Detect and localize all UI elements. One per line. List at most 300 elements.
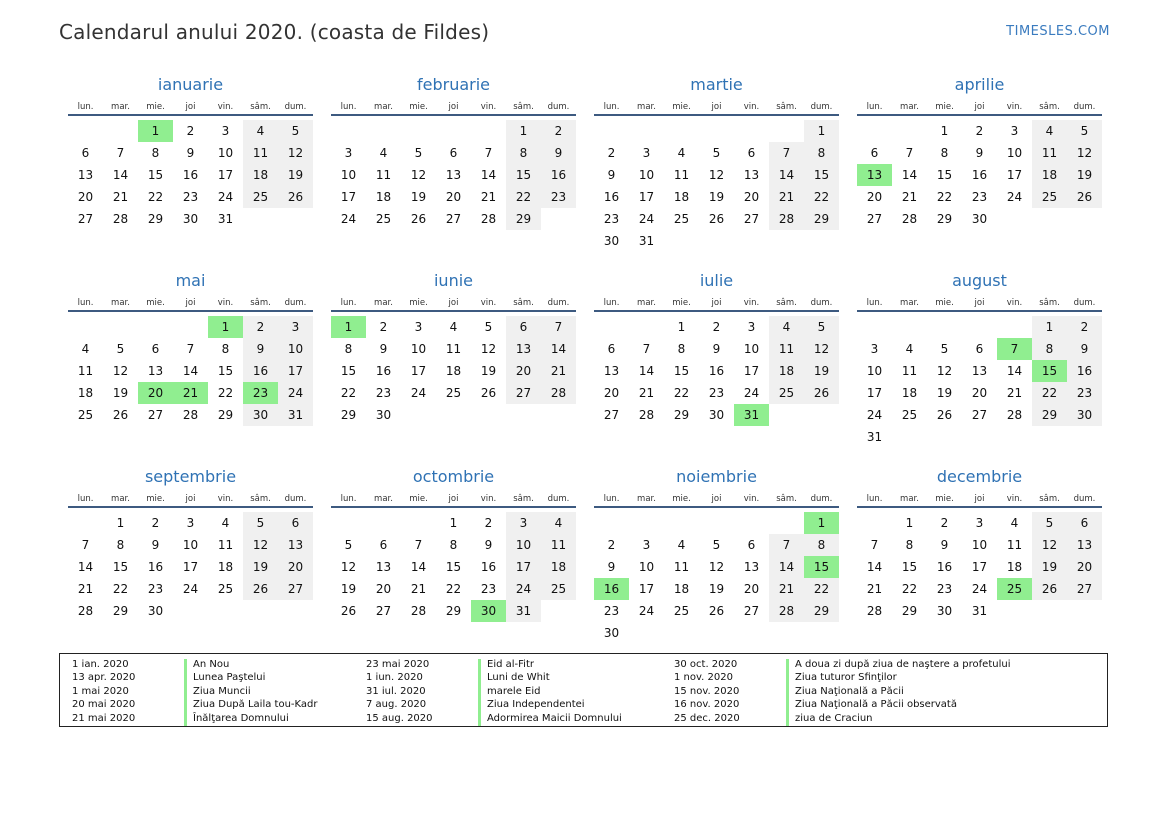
day-cell: 22 <box>901 582 918 596</box>
day-cell: 8 <box>804 142 839 164</box>
day-cell: 17 <box>1006 168 1023 182</box>
day-cell: 26 <box>340 604 357 618</box>
day-cell: 4 <box>449 320 458 334</box>
day-cell: 24 <box>217 190 234 204</box>
day-cell: 25 <box>445 386 462 400</box>
legend-holiday-name: Ziua Naţională a Păcii observată <box>786 699 1109 712</box>
empty-cell <box>68 120 103 142</box>
day-cell: 7 <box>116 146 125 160</box>
day-cell: 4 <box>677 146 686 160</box>
empty-cell <box>769 622 804 644</box>
day-cell: 28 <box>1006 408 1023 422</box>
day-cell: 8 <box>940 146 949 160</box>
weekday-label: sâm. <box>513 494 534 504</box>
day-cell: 10 <box>217 146 234 160</box>
day-cell: 29 <box>217 408 234 422</box>
day-cell: 11 <box>673 168 690 182</box>
empty-cell <box>734 622 769 644</box>
day-cell: 27 <box>1067 578 1102 600</box>
legend-holiday-name: Înălţarea Domnului <box>184 713 366 726</box>
empty-cell <box>1067 600 1102 622</box>
day-cell: 23 <box>971 190 988 204</box>
weekday-label: dum. <box>1073 102 1096 112</box>
day-cell: 26 <box>936 408 953 422</box>
day-cell: 7 <box>905 146 914 160</box>
day-cell: 12 <box>340 560 357 574</box>
day-cell: 29 <box>804 208 839 230</box>
day-cell: 15 <box>112 560 129 574</box>
day-cell: 18 <box>1006 560 1023 574</box>
day-cell: 26 <box>410 212 427 226</box>
day-cell: 23 <box>603 604 620 618</box>
month-name: ianuarie <box>157 75 224 94</box>
day-cell: 16 <box>243 360 278 382</box>
day-cell: 13 <box>506 338 541 360</box>
day-cell: 10 <box>340 168 357 182</box>
weekday-label: vin. <box>1006 494 1023 504</box>
day-cell: 1 <box>677 320 686 334</box>
legend-holiday-name: Ziua tuturor Sfinţilor <box>786 672 1109 685</box>
day-cell: 3 <box>870 342 879 356</box>
day-cell: 5 <box>116 342 125 356</box>
day-cell: 23 <box>603 212 620 226</box>
day-cell: 21 <box>769 186 804 208</box>
day-cell: 31 <box>217 212 234 226</box>
empty-cell <box>804 622 839 644</box>
day-cell: 18 <box>769 360 804 382</box>
day-cell: 2 <box>940 516 949 530</box>
day-cell: 29 <box>340 408 357 422</box>
day-cell: 27 <box>603 408 620 422</box>
day-cell: 5 <box>712 146 721 160</box>
empty-cell <box>664 120 699 142</box>
day-cell: 12 <box>480 342 497 356</box>
day-cell: 5 <box>414 146 423 160</box>
day-cell: 8 <box>677 342 686 356</box>
day-cell: 24 <box>971 582 988 596</box>
month-septembrie <box>68 466 313 662</box>
weekday-header <box>594 100 839 116</box>
day-cell: 22 <box>506 186 541 208</box>
day-cell: 7 <box>186 342 195 356</box>
empty-cell <box>769 230 804 252</box>
day-cell: 13 <box>743 168 760 182</box>
day-cell: 22 <box>804 578 839 600</box>
month-name: aprilie <box>954 75 1005 94</box>
day-cell: 27 <box>743 212 760 226</box>
day-cell: 27 <box>866 212 883 226</box>
day-cell: 28 <box>77 604 94 618</box>
legend-date: 16 nov. 2020 <box>674 699 740 711</box>
weekday-header <box>331 296 576 312</box>
day-cell: 22 <box>147 190 164 204</box>
day-cell: 15 <box>340 364 357 378</box>
empty-cell <box>664 622 699 644</box>
day-cell: 1 <box>449 516 458 530</box>
day-cell: 28 <box>480 212 497 226</box>
empty-cell <box>243 600 278 622</box>
empty-cell <box>471 404 506 426</box>
day-cell: 18 <box>77 386 94 400</box>
weekday-label: lun. <box>77 102 94 112</box>
empty-cell <box>541 404 576 426</box>
day-cell: 11 <box>375 168 392 182</box>
empty-cell <box>927 426 962 448</box>
day-cell: 4 <box>677 538 686 552</box>
legend-holiday-name: marele Eid <box>478 686 674 699</box>
day-cell: 14 <box>769 556 804 578</box>
day-cell: 7 <box>870 538 879 552</box>
empty-cell <box>506 404 541 426</box>
day-cell: 18 <box>673 190 690 204</box>
empty-cell <box>892 426 927 448</box>
day-cell: 10 <box>278 338 313 360</box>
day-cell: 26 <box>804 382 839 404</box>
legend-holiday-name: Lunea Paştelui <box>184 672 366 685</box>
weekday-label: sâm. <box>776 494 797 504</box>
weekday-label: mie. <box>409 102 428 112</box>
day-cell: 3 <box>975 516 984 530</box>
day-cell: 5 <box>1067 120 1102 142</box>
weekday-header <box>594 296 839 312</box>
empty-cell <box>664 230 699 252</box>
day-cell: 25 <box>997 578 1032 600</box>
day-cell: 8 <box>344 342 353 356</box>
day-cell: 6 <box>975 342 984 356</box>
empty-cell <box>541 600 576 622</box>
day-cell: 30 <box>971 212 988 226</box>
day-cell: 27 <box>743 604 760 618</box>
day-cell: 3 <box>186 516 195 530</box>
day-cell: 14 <box>541 338 576 360</box>
day-cell: 12 <box>936 364 953 378</box>
weekday-label: vin. <box>743 102 760 112</box>
day-cell: 24 <box>866 408 883 422</box>
empty-cell <box>699 622 734 644</box>
day-cell: 7 <box>769 142 804 164</box>
day-cell: 6 <box>81 146 90 160</box>
day-cell: 14 <box>901 168 918 182</box>
day-cell: 18 <box>901 386 918 400</box>
month-noiembrie <box>594 466 839 662</box>
day-cell: 18 <box>1032 164 1067 186</box>
weekday-label: sâm. <box>513 102 534 112</box>
day-cell: 16 <box>708 364 725 378</box>
weekday-label: joi <box>974 298 985 308</box>
day-grid <box>331 120 576 230</box>
day-cell: 1 <box>116 516 125 530</box>
day-grid <box>594 120 839 252</box>
legend-holiday-name: Ziua Muncii <box>184 686 366 699</box>
day-grid <box>331 316 576 426</box>
empty-cell <box>629 316 664 338</box>
day-cell: 2 <box>541 120 576 142</box>
day-cell: 11 <box>1006 538 1023 552</box>
day-cell: 11 <box>901 364 918 378</box>
weekday-label: joi <box>448 494 459 504</box>
weekday-header <box>331 100 576 116</box>
day-cell: 13 <box>971 364 988 378</box>
weekday-label: joi <box>185 298 196 308</box>
day-cell: 17 <box>278 360 313 382</box>
empty-cell <box>857 512 892 534</box>
day-cell: 9 <box>243 338 278 360</box>
weekday-label: sâm. <box>250 102 271 112</box>
day-cell: 29 <box>901 604 918 618</box>
day-cell: 27 <box>971 408 988 422</box>
day-cell: 3 <box>1010 124 1019 138</box>
day-cell: 8 <box>221 342 230 356</box>
weekday-label: mar. <box>111 102 130 112</box>
day-cell: 28 <box>866 604 883 618</box>
day-cell: 5 <box>940 342 949 356</box>
day-cell: 25 <box>375 212 392 226</box>
weekday-label: mar. <box>111 298 130 308</box>
legend-holiday-name: ziua de Craciun <box>786 713 1109 726</box>
day-cell: 11 <box>541 534 576 556</box>
day-cell: 17 <box>866 386 883 400</box>
weekday-label: mie. <box>409 494 428 504</box>
day-cell: 1 <box>208 316 243 338</box>
day-cell: 23 <box>936 582 953 596</box>
legend-holiday-name: Luni de Whit <box>478 672 674 685</box>
day-cell: 29 <box>147 212 164 226</box>
day-cell: 11 <box>445 342 462 356</box>
day-cell: 23 <box>708 386 725 400</box>
day-cell: 13 <box>743 560 760 574</box>
legend-date: 7 aug. 2020 <box>366 699 427 711</box>
empty-cell <box>1067 426 1102 448</box>
day-cell: 22 <box>217 386 234 400</box>
empty-cell <box>892 120 927 142</box>
day-cell: 31 <box>278 404 313 426</box>
weekday-label: dum. <box>1073 298 1096 308</box>
weekday-label: joi <box>974 494 985 504</box>
day-grid <box>857 316 1102 448</box>
day-cell: 6 <box>747 146 756 160</box>
weekday-label: lun. <box>866 102 883 112</box>
brand-link[interactable]: TIMESLES.COM <box>1006 24 1110 39</box>
day-cell: 31 <box>638 234 655 248</box>
empty-cell <box>278 208 313 230</box>
weekday-label: vin. <box>480 298 497 308</box>
day-cell: 2 <box>607 146 616 160</box>
day-cell: 22 <box>936 190 953 204</box>
day-cell: 29 <box>112 604 129 618</box>
empty-cell <box>664 512 699 534</box>
day-cell: 15 <box>445 560 462 574</box>
day-cell: 11 <box>243 142 278 164</box>
weekday-label: mie. <box>672 494 691 504</box>
day-cell: 8 <box>905 538 914 552</box>
month-octombrie <box>331 466 576 662</box>
weekday-label: vin. <box>1006 102 1023 112</box>
day-cell: 27 <box>77 212 94 226</box>
day-cell: 16 <box>594 578 629 600</box>
empty-cell <box>1067 208 1102 230</box>
weekday-label: joi <box>185 494 196 504</box>
day-cell: 6 <box>747 538 756 552</box>
day-cell: 28 <box>182 408 199 422</box>
empty-cell <box>962 316 997 338</box>
day-cell: 1 <box>804 120 839 142</box>
day-cell: 1 <box>506 120 541 142</box>
day-cell: 4 <box>905 342 914 356</box>
empty-cell <box>278 600 313 622</box>
day-cell: 23 <box>182 190 199 204</box>
day-cell: 26 <box>708 212 725 226</box>
day-cell: 17 <box>638 190 655 204</box>
day-cell: 19 <box>480 364 497 378</box>
day-cell: 24 <box>410 386 427 400</box>
day-cell: 20 <box>138 382 173 404</box>
empty-cell <box>366 512 401 534</box>
weekday-label: dum. <box>284 102 307 112</box>
day-cell: 3 <box>642 538 651 552</box>
legend-date: 13 apr. 2020 <box>72 672 136 684</box>
legend-holiday-name: An Nou <box>184 659 366 672</box>
weekday-label: dum. <box>547 494 570 504</box>
day-cell: 7 <box>81 538 90 552</box>
day-cell: 4 <box>81 342 90 356</box>
day-cell: 22 <box>673 386 690 400</box>
weekday-label: joi <box>974 102 985 112</box>
day-cell: 19 <box>936 386 953 400</box>
legend-date: 31 iul. 2020 <box>366 685 426 697</box>
weekday-label: dum. <box>284 494 307 504</box>
weekday-label: mar. <box>900 102 919 112</box>
month-iunie <box>331 270 576 466</box>
day-cell: 13 <box>278 534 313 556</box>
empty-cell <box>173 600 208 622</box>
day-cell: 23 <box>541 186 576 208</box>
empty-cell <box>208 600 243 622</box>
day-cell: 16 <box>603 190 620 204</box>
empty-cell <box>769 404 804 426</box>
day-cell: 28 <box>638 408 655 422</box>
day-cell: 3 <box>221 124 230 138</box>
weekday-label: dum. <box>810 102 833 112</box>
day-cell: 21 <box>866 582 883 596</box>
day-cell: 15 <box>506 164 541 186</box>
weekday-label: mie. <box>146 494 165 504</box>
day-cell: 30 <box>471 600 506 622</box>
day-cell: 17 <box>638 582 655 596</box>
day-cell: 4 <box>379 146 388 160</box>
day-cell: 15 <box>1032 360 1067 382</box>
day-cell: 30 <box>708 408 725 422</box>
day-cell: 16 <box>480 560 497 574</box>
day-cell: 12 <box>243 534 278 556</box>
legend-date: 25 dec. 2020 <box>674 712 740 724</box>
day-cell: 9 <box>1067 338 1102 360</box>
weekday-label: vin. <box>1006 298 1023 308</box>
day-cell: 14 <box>182 364 199 378</box>
empty-cell <box>68 316 103 338</box>
day-cell: 13 <box>1067 534 1102 556</box>
empty-cell <box>699 230 734 252</box>
day-grid <box>594 316 839 426</box>
day-cell: 11 <box>769 338 804 360</box>
day-cell: 24 <box>182 582 199 596</box>
month-name: octombrie <box>412 467 495 486</box>
empty-cell <box>699 120 734 142</box>
day-cell: 10 <box>638 560 655 574</box>
legend-date: 15 nov. 2020 <box>674 685 740 697</box>
empty-cell <box>734 230 769 252</box>
day-cell: 15 <box>217 364 234 378</box>
empty-cell <box>804 404 839 426</box>
legend-column <box>366 659 674 726</box>
empty-cell <box>857 120 892 142</box>
weekday-label: joi <box>711 298 722 308</box>
weekday-header <box>68 492 313 508</box>
day-cell: 14 <box>866 560 883 574</box>
weekday-label: dum. <box>284 298 307 308</box>
day-cell: 19 <box>243 556 278 578</box>
day-cell: 25 <box>541 578 576 600</box>
holiday-legend <box>59 653 1108 727</box>
day-cell: 11 <box>1032 142 1067 164</box>
day-cell: 9 <box>151 538 160 552</box>
empty-cell <box>1032 600 1067 622</box>
day-cell: 3 <box>278 316 313 338</box>
weekday-label: mar. <box>374 298 393 308</box>
weekday-header <box>594 492 839 508</box>
day-cell: 24 <box>1006 190 1023 204</box>
day-cell: 9 <box>712 342 721 356</box>
day-cell: 25 <box>217 582 234 596</box>
day-cell: 30 <box>147 604 164 618</box>
day-cell: 20 <box>971 386 988 400</box>
empty-cell <box>892 316 927 338</box>
day-cell: 18 <box>217 560 234 574</box>
day-cell: 19 <box>340 582 357 596</box>
day-cell: 4 <box>243 120 278 142</box>
day-cell: 8 <box>151 146 160 160</box>
day-cell: 19 <box>708 190 725 204</box>
weekday-label: lun. <box>340 102 357 112</box>
legend-date: 20 mai 2020 <box>72 699 136 711</box>
weekday-label: mar. <box>900 298 919 308</box>
weekday-label: mie. <box>409 298 428 308</box>
day-cell: 9 <box>607 560 616 574</box>
day-cell: 26 <box>480 386 497 400</box>
day-cell: 27 <box>375 604 392 618</box>
legend-column <box>72 659 366 726</box>
empty-cell <box>857 316 892 338</box>
day-cell: 21 <box>638 386 655 400</box>
day-cell: 22 <box>445 582 462 596</box>
weekday-label: vin. <box>217 298 234 308</box>
day-cell: 12 <box>410 168 427 182</box>
empty-cell <box>997 208 1032 230</box>
day-cell: 31 <box>971 604 988 618</box>
day-grid <box>594 512 839 644</box>
empty-cell <box>541 208 576 230</box>
empty-cell <box>699 512 734 534</box>
day-cell: 10 <box>638 168 655 182</box>
day-cell: 10 <box>866 364 883 378</box>
day-cell: 24 <box>743 386 760 400</box>
day-cell: 25 <box>77 408 94 422</box>
day-cell: 15 <box>804 556 839 578</box>
weekday-label: sâm. <box>776 102 797 112</box>
day-cell: 16 <box>182 168 199 182</box>
weekday-label: dum. <box>1073 494 1096 504</box>
day-cell: 23 <box>480 582 497 596</box>
day-cell: 17 <box>182 560 199 574</box>
